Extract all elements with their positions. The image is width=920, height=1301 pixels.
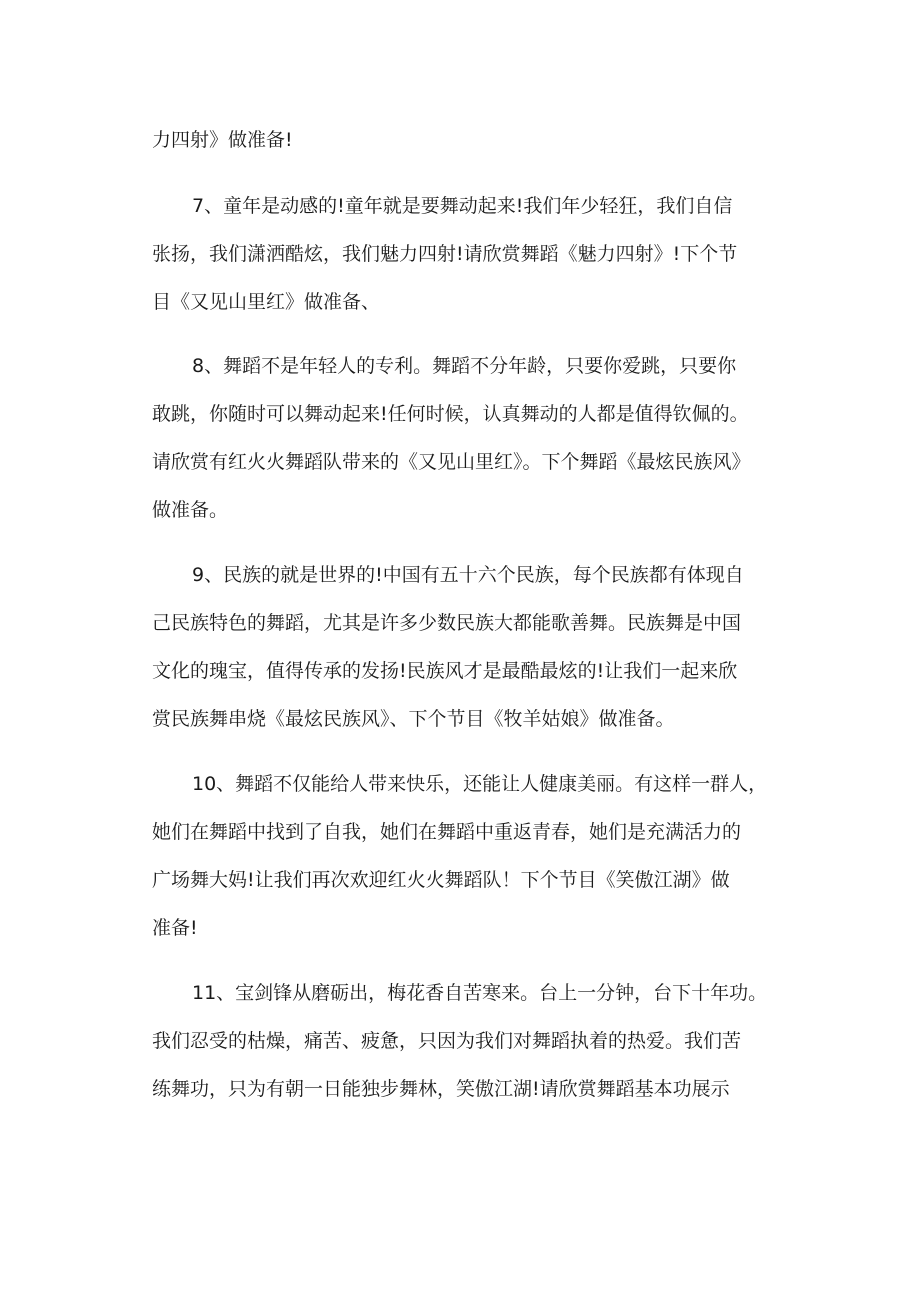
paragraph-7-line-0: 7、童年是动感的!童年就是要舞动起来!我们年少轻狂，我们自信 <box>192 195 733 217</box>
paragraph-11-line-1: 我们忍受的枯燥，痛苦、疲惫，只因为我们对舞蹈执着的热爱。我们苦 <box>152 1030 742 1052</box>
paragraph-9-line-3: 赏民族舞串烧《最炫民族风》、下个节目《牧羊姑娘》做准备。 <box>152 708 675 730</box>
paragraph-7-line-1: 张扬，我们潇洒酷炫，我们魅力四射!请欣赏舞蹈《魅力四射》!下个节 <box>152 243 738 265</box>
paragraph-0-line-0: 力四射》做准备! <box>152 129 293 151</box>
paragraph-8-line-1: 敢跳，你随时可以舞动起来!任何时候，认真舞动的人都是值得钦佩的。 <box>152 403 749 425</box>
paragraph-11-line-2: 练舞功，只为有朝一日能独步舞林，笑傲江湖!请欣赏舞蹈基本功展示 <box>152 1078 730 1100</box>
paragraph-8-line-3: 做准备。 <box>152 499 229 521</box>
paragraph-10-line-0: 10、舞蹈不仅能给人带来快乐，还能让人健康美丽。有这样一群人， <box>192 773 768 795</box>
paragraph-10-line-3: 准备! <box>152 917 198 939</box>
paragraph-10-line-1: 她们在舞蹈中找到了自我，她们在舞蹈中重返青春，她们是充满活力的 <box>152 821 742 843</box>
paragraph-11-line-0: 11、宝剑锋从磨砺出，梅花香自苦寒来。台上一分钟，台下十年功。 <box>192 982 768 1004</box>
paragraph-9-line-1: 己民族特色的舞蹈，尤其是许多少数民族大都能歌善舞。民族舞是中国 <box>152 612 742 634</box>
paragraph-9-line-0: 9、民族的就是世界的!中国有五十六个民族，每个民族都有体现自 <box>192 564 744 586</box>
paragraph-8-line-0: 8、舞蹈不是年轻人的专利。舞蹈不分年龄，只要你爱跳，只要你 <box>192 355 737 377</box>
paragraph-10-line-2: 广场舞大妈!让我们再次欢迎红火火舞蹈队！下个节目《笑傲江湖》做 <box>152 869 730 891</box>
paragraph-8-line-2: 请欣赏有红火火舞蹈队带来的《又见山里红》。下个舞蹈《最炫民族风》 <box>152 451 751 473</box>
paragraph-7-line-2: 目《又见山里红》做准备、 <box>152 291 381 313</box>
paragraph-9-line-2: 文化的瑰宝，值得传承的发扬!民族风才是最酷最炫的!让我们一起来欣 <box>152 660 738 682</box>
